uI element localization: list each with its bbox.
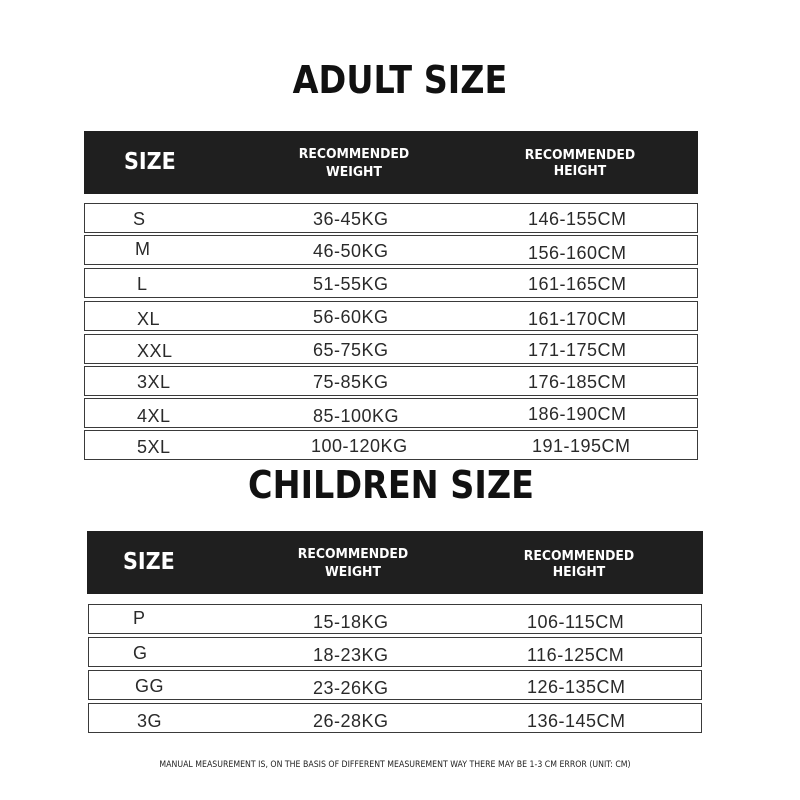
- height-cell: 161-165CM: [528, 274, 627, 294]
- children-table-header: [87, 531, 703, 594]
- size-cell: 3G: [137, 711, 163, 731]
- children-header-weight: [279, 545, 426, 581]
- measurement-footnote: MANUAL MEASUREMENT IS, ON THE BASIS OF DIFFERENT MEASUREMENT WAY THERE MAY BE 1-3 CM ERROR (UNIT: CM): [159, 760, 631, 770]
- adult-header-weight-line2: WEIGHT: [326, 164, 382, 180]
- height-cell: 191-195CM: [532, 436, 631, 456]
- table-row: [84, 203, 698, 233]
- children-size-title: CHILDREN SIZE: [248, 463, 534, 507]
- table-row: [88, 604, 702, 634]
- children-header-height: [505, 548, 652, 580]
- table-row: [84, 301, 698, 331]
- height-cell: 161-170CM: [528, 309, 627, 329]
- children-header-weight-line2: WEIGHT: [325, 564, 381, 580]
- weight-cell: 46-50KG: [313, 241, 389, 261]
- weight-cell: 100-120KG: [311, 436, 408, 456]
- weight-cell: 75-85KG: [313, 372, 389, 392]
- size-cell: G: [133, 643, 148, 663]
- weight-cell: 15-18KG: [313, 612, 389, 632]
- size-cell: 3XL: [137, 372, 171, 392]
- weight-cell: 56-60KG: [313, 307, 389, 327]
- height-cell: 126-135CM: [527, 677, 626, 697]
- size-cell: M: [135, 239, 151, 259]
- height-cell: 136-145CM: [527, 711, 626, 731]
- size-cell: P: [133, 608, 146, 628]
- table-row: [88, 637, 702, 667]
- weight-cell: 18-23KG: [313, 645, 389, 665]
- table-row: [84, 398, 698, 428]
- weight-cell: 65-75KG: [313, 340, 389, 360]
- size-cell: XXL: [137, 341, 173, 361]
- adult-header-height: [506, 147, 653, 179]
- adult-header-weight: [280, 145, 427, 181]
- height-cell: 106-115CM: [527, 612, 625, 632]
- weight-cell: 26-28KG: [313, 711, 389, 731]
- height-cell: 186-190CM: [528, 404, 627, 424]
- table-row: [84, 334, 698, 364]
- children-header-height-line2: HEIGHT: [552, 564, 606, 580]
- adult-header-weight-line1: RECOMMENDED: [298, 146, 410, 162]
- size-cell: GG: [135, 676, 165, 696]
- size-cell: 4XL: [137, 406, 171, 426]
- size-cell: 5XL: [137, 437, 171, 457]
- height-cell: 146-155CM: [528, 209, 627, 229]
- size-cell: S: [133, 209, 146, 229]
- adult-size-title: ADULT SIZE: [292, 58, 508, 102]
- adult-header-size: SIZE: [124, 149, 176, 175]
- adult-header-height-line1: RECOMMENDED: [524, 147, 636, 163]
- size-cell: L: [137, 274, 148, 294]
- table-row: [88, 703, 702, 733]
- table-row: [88, 670, 702, 700]
- children-header-height-line1: RECOMMENDED: [523, 548, 635, 564]
- weight-cell: 23-26KG: [313, 678, 389, 698]
- weight-cell: 85-100KG: [313, 406, 400, 426]
- height-cell: 171-175CM: [528, 340, 627, 360]
- adult-header-height-line2: HEIGHT: [553, 163, 607, 179]
- children-header-weight-line1: RECOMMENDED: [297, 546, 409, 562]
- size-cell: XL: [137, 309, 161, 329]
- table-row: [84, 268, 698, 298]
- height-cell: 156-160CM: [528, 243, 627, 263]
- adult-table-header: [84, 131, 698, 194]
- children-header-size: SIZE: [123, 549, 175, 575]
- weight-cell: 51-55KG: [313, 274, 389, 294]
- height-cell: 116-125CM: [527, 645, 625, 665]
- table-row: [84, 235, 698, 265]
- weight-cell: 36-45KG: [313, 209, 389, 229]
- height-cell: 176-185CM: [528, 372, 627, 392]
- table-row: [84, 366, 698, 396]
- table-row: [84, 430, 698, 460]
